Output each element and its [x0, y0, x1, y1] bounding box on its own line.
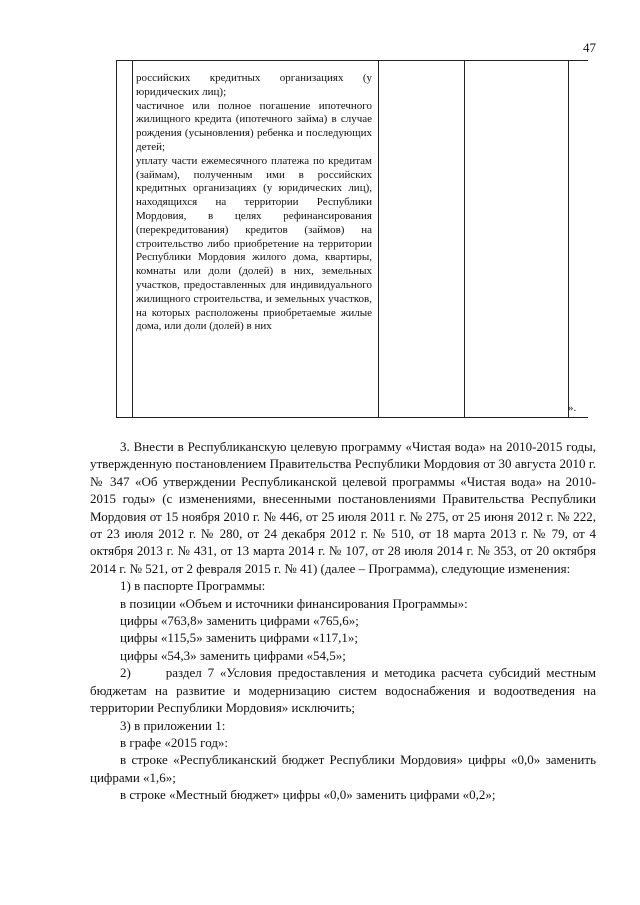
list-item: цифры «54,3» заменить цифрами «54,5»; — [120, 647, 346, 663]
document-body — [90, 438, 596, 804]
table-column-divider — [132, 60, 133, 418]
paragraph-3: 3. Внести в Республиканскую целевую программу «Чистая вода» на 2010-2015 годы, утвержденную постановлением Правительства Республики Мордовия от 30 августа 2010 г. № 347 «Об утверждении Республиканской целевой программы «Чистая вода» на 2010-2015 годы» (с изменениями, внесенными постановлениями Правительства Республики Мордовия от 15 ноября 2010 г. № 446, от 25 июля 2011 г. № 275, от 25 июня 2012 г. № 222, от 23 июля 2012 г. № 280, от 24 декабря 2012 г. № 510, от 18 марта 2013 г. № 79, от 4 октября 2013 г. № 431, от 13 марта 2014 г. № 107, от 28 июля 2014 г. № 353, от 20 октября 2014 г. № 521, от 2 февраля 2015 г. № 41) (далее – Программа), следующие изменения: — [90, 439, 596, 576]
table-right-border — [568, 60, 569, 418]
table-cell-text — [136, 72, 372, 334]
table-column-divider — [378, 60, 379, 418]
list-item: 2) раздел 7 «Условия предоставления и методика расчета субсидий местным бюджетам на развитие и модернизацию систем водоснабжения и водоотведения на территории Республики Мордовия» исключить; — [90, 665, 596, 716]
cell-paragraph: частичное или полное погашение ипотечного жилищного кредита (ипотечного займа) в случае рождения (усыновления) ребенка и последующих детей; — [136, 99, 372, 153]
list-item: в строке «Местный бюджет» цифры «0,0» заменить цифрами «0,2»; — [120, 787, 496, 803]
list-item: цифры «763,8» заменить цифрами «765,6»; — [120, 613, 359, 629]
list-item: цифры «115,5» заменить цифрами «117,1»; — [120, 630, 358, 646]
page-number: 47 — [583, 40, 596, 55]
list-item: в строке «Республиканский бюджет Республики Мордовия» цифры «0,0» заменить цифрами «1,6»; — [90, 752, 596, 785]
closing-quote-mark: ». — [568, 402, 577, 414]
list-item: в позиции «Объем и источники финансирования Программы»: — [120, 595, 468, 611]
list-item: в графе «2015 год»: — [120, 734, 229, 750]
table-left-border — [116, 60, 117, 418]
list-item: 1) в паспорте Программы: — [120, 578, 266, 594]
table-top-border — [116, 60, 588, 61]
table-column-divider — [464, 60, 465, 418]
table-fragment — [116, 60, 588, 418]
list-item: 3) в приложении 1: — [120, 717, 226, 733]
cell-paragraph: уплату части ежемесячного платежа по кредитам (займам), полученным ими в российских кредитных организациях (у юридических лиц), находящихся на территории Республики Мордовия, в целях рефинансирования (перекредитования) кредитов (займов) на строительство либо приобретение на территории Республики Мордовия жилого дома, квартиры, комнаты или доли (долей) в них, земельных участков, предоставленных для индивидуального жилищного строительства, и земельных участков, на которых расположены приобретаемые жилые дома, или доли (долей) в них — [136, 154, 372, 333]
table-bottom-border — [116, 417, 588, 418]
cell-paragraph: российских кредитных организациях (у юридических лиц); — [136, 72, 372, 98]
